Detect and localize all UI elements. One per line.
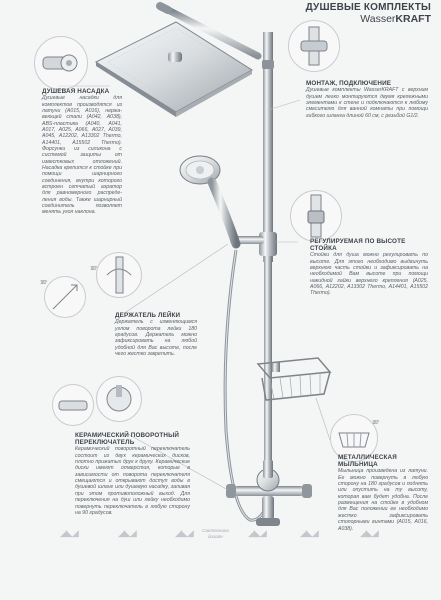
section-shower-head	[42, 88, 122, 216]
detail-circle-holder	[96, 252, 142, 298]
detail-circle-mixer	[52, 384, 94, 426]
detail-circle-diverter	[96, 376, 142, 422]
section-text: Душевые насадки для комплектов производятся из латуни (А015, А016), нержа- веющей стали (А042, А038), ABS-пластика (А040, А041, А017, А025, А066, А027, А039, А045, А12202, А13302 Thermo, А14401, А15502 Thermo). Форсунки из силикона с системой защиты от известковых отложений. Насадка крепится к стойке при помощи шарнирного соединения, внутри которого встроен сетчатый аэратор для равномерного распреде- ления воды. Также шарнирный соединитель позволяет менять угол наклона.	[42, 95, 122, 216]
section-adjustable-riser	[310, 238, 428, 297]
watermark-logo: ◢◣◢	[118, 528, 136, 538]
page-title: ДУШЕВЫЕ КОМПЛЕКТЫ	[305, 2, 431, 13]
detail-circle-shower-joint	[34, 36, 88, 90]
watermark-logo: ◢◣◢	[360, 528, 378, 538]
section-soap-dish	[338, 454, 428, 532]
riser-lower	[264, 256, 272, 478]
rotation-label: 180°	[40, 280, 47, 286]
watermark-logo: ◢◣◢	[300, 528, 318, 538]
section-ceramic-diverter	[75, 432, 190, 516]
section-title: МЕТАЛЛИЧЕСКАЯ МЫЛЬНИЦА	[338, 454, 397, 469]
detail-circle-height-adjust	[290, 190, 342, 242]
diverter-knob-icon	[97, 377, 141, 421]
mixer-icon	[53, 385, 93, 425]
watermark-logo: ◢◣◢	[248, 528, 266, 538]
shower-joint-icon	[35, 37, 87, 89]
holder-rotate-icon	[97, 253, 141, 297]
angle-arrow-icon	[45, 277, 85, 317]
wall-bracket-icon	[289, 21, 339, 71]
detail-circle-holder-angle	[44, 276, 86, 318]
section-text: Стойки для душа можно регулировать по высоте. Для этого необходимо выдвинуть верхнюю часть стойки и зафиксировать на необходимой Вам высоте при помощи накидной гайки верхнего крепления (А025, А066, А12202, А13302 Thermo, А14401, А15502 Thermo).	[310, 252, 428, 297]
section-text: Душевые комплекты WasserKRAFT с верхним душем легко монтируются двумя крепежными элементами к стене и подключаются к любому смесителю для ванной комнаты при помощи гибкого шланга длиной 60 см, с резьбой G1/2.	[306, 87, 428, 119]
section-mounting	[306, 80, 428, 119]
section-title: РЕГУЛИРУЕМАЯ ПО ВЫСОТЕ СТОЙКА	[310, 238, 406, 253]
detail-circle-wall-mount	[288, 20, 340, 72]
footer-logo-text: дизайн	[208, 534, 223, 539]
section-title: ДЕРЖАТЕЛЬ ЛЕЙКИ	[115, 312, 181, 319]
brand-name: WasserKRAFT	[360, 13, 431, 25]
section-title: МОНТАЖ, ПОДКЛЮЧЕНИЕ	[306, 80, 392, 87]
section-holder	[115, 312, 197, 357]
watermark-logo: ◢◣◢	[175, 528, 193, 538]
section-title: ДУШЕВАЯ НАСАДКА	[42, 88, 110, 95]
height-adjust-icon	[291, 191, 341, 241]
rotation-label: 180°	[372, 420, 379, 426]
height-adjust-nut	[259, 232, 277, 256]
footer-logo-text: Сантехника	[202, 528, 229, 533]
section-text: Держатель с изменяющимся углом поворота лейки 180 градусов. Держатель можно зафиксировать на любой удобной для Вас высоте, после чего жестко закрепить.	[115, 319, 197, 357]
watermark-logo: ◢◣◢	[60, 528, 78, 538]
page-header	[306, 2, 431, 25]
rotation-label: 180°	[90, 266, 97, 272]
section-title: КЕРАМИЧЕСКИЙ ПОВОРОТНЫЙ ПЕРЕКЛЮЧАТЕЛЬ	[75, 432, 180, 447]
section-text: Керамический поворотный переключатель состоит из двух керамических дисков, плотно прижатых друг к другу. Керамические диски имеют отверстия, которые в зависимости от поворота переключателя смещаются и открывают доступ воды в душевой шланг или душевую насадку, заливая при этом противоположный выход. Для переключения на душ или лейку необходимо повернуть переключатель в любую сторону на 90 градусов.	[75, 446, 190, 516]
section-text: Мыльница произведена из латуни. Ее можно повернуть в любую сторону на 180 градусов и поднять или опустить на ту высоту, которая вам будет удобна. После размещения на стойке в удобном для Вас положении ее необходимо жестко зафиксировать стопорными винтами (А015, А016, А038).	[338, 468, 428, 532]
diverter-mixer	[226, 460, 312, 526]
hand-shower	[180, 156, 236, 244]
